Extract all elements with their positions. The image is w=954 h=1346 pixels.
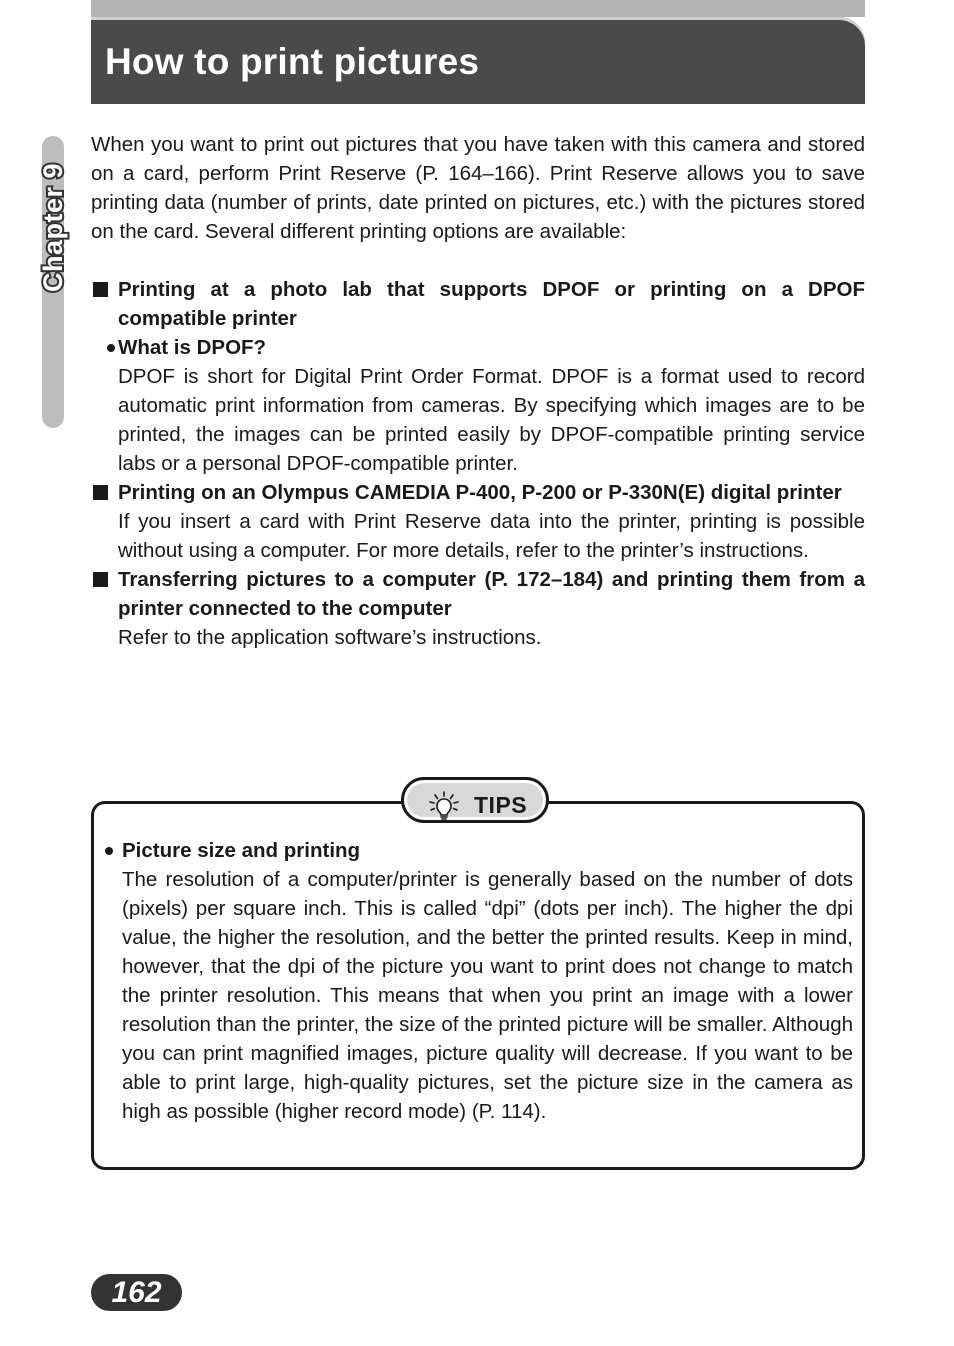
section-body: DPOF is short for Digital Print Order Format. DPOF is a format used to record automatic print information from cameras. By specifying which images are to be printed, the images can be printed easily by DPOF-compatible printing service labs or a personal DPOF-compatible printer.	[118, 365, 865, 475]
intro-paragraph: When you want to print out pictures that you have taken with this camera and stored on a card, perform Print Reserve (P. 164–166). Print Reserve allows you to save printing data (number of prints, date printed on pictures, etc.) with the pictures stored on the card. Several different printing options are available:	[91, 133, 865, 243]
section-body: If you insert a card with Print Reserve data into the printer, printing is possible without using a computer. For more details, refer to the printer’s instructions.	[118, 510, 865, 562]
tip-heading	[103, 836, 853, 865]
bullet-dot-icon	[105, 847, 113, 855]
section-heading	[91, 565, 865, 623]
tip-body: The resolution of a computer/printer is generally based on the number of dots (pixels) per square inch. This is called “dpi” (dots per inch). The higher the dpi value, the higher the resolution, and the better the printed results. Keep in mind, however, that the dpi of the picture you want to print does not change to match the printer resolution. This means that when you print an image with a lower resolution than the printer, the size of the printed picture will be smaller. Although you can print magnified images, picture quality will decrease. If you want to be able to print large, high-quality pictures, set the picture size in the camera as high as possible (higher record mode) (P. 114).	[122, 868, 853, 1123]
section-heading-text: Transferring pictures to a computer (P. 172–184) and printing them from a printer connected to the computer	[118, 568, 865, 620]
square-bullet-icon	[93, 282, 108, 297]
section-heading-text: Printing at a photo lab that supports DPOF or printing on a DPOF compatible printer	[118, 278, 865, 330]
tips-label: TIPS	[474, 792, 528, 818]
section-body: Refer to the application software’s instructions.	[118, 626, 542, 649]
chapter-label: Chapter 9	[38, 162, 68, 292]
section-heading	[91, 275, 865, 333]
section-olympus-printer	[91, 478, 865, 565]
sub-heading	[91, 333, 865, 362]
title-bar	[91, 17, 865, 104]
bullet-dot-icon	[107, 344, 115, 352]
section-computer-printing	[91, 565, 865, 652]
page-number: 162	[91, 1274, 182, 1311]
page-title: How to print pictures	[105, 41, 480, 82]
section-heading-text: Printing on an Olympus CAMEDIA P-400, P-200 or P-330N(E) digital printer	[118, 481, 842, 504]
tips-content	[103, 836, 853, 1126]
tip-heading-text: Picture size and printing	[122, 839, 361, 862]
square-bullet-icon	[93, 572, 108, 587]
sub-heading-text: What is DPOF?	[118, 336, 267, 359]
square-bullet-icon	[93, 485, 108, 500]
tips-badge-fill	[407, 783, 543, 817]
light-bulb-icon	[427, 790, 461, 820]
header-top-strip	[91, 0, 865, 17]
main-content	[91, 130, 865, 652]
tips-badge	[401, 777, 549, 823]
section-dpof	[91, 275, 865, 478]
section-heading	[91, 478, 865, 507]
